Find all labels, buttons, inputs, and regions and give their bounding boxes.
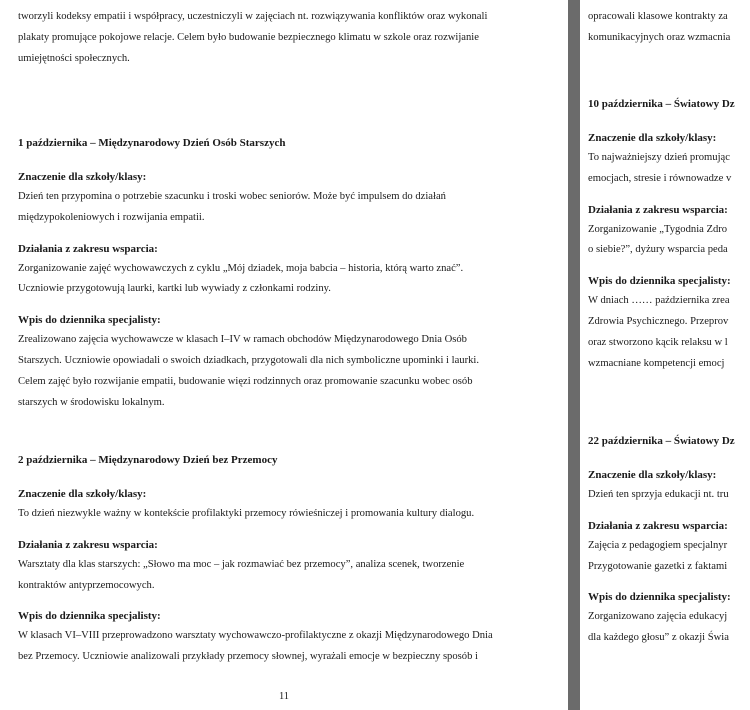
heading-significance: Znaczenie dla szkoły/klasy: <box>18 171 147 183</box>
text-line: opracowali klasowe kontrakty za <box>588 11 728 22</box>
text-line: Zajęcia z pedagogiem specjalnyr <box>588 539 728 551</box>
text-line: starszych w środowisku lokalnym. <box>18 396 165 408</box>
text-line: Uczniowie przygotowują laurki, kartki lub wywiady z członkami rodziny. <box>18 283 331 295</box>
heading-support-actions: Działania z zakresu wsparcia: <box>588 203 728 216</box>
text-line: dla każdego głosu” z okazji Świa <box>588 632 729 644</box>
text-line: umiejętności społecznych. <box>18 52 130 64</box>
heading-significance: Znaczenie dla szkoły/klasy: <box>588 469 717 481</box>
heading-support-actions: Działania z zakresu wsparcia: <box>588 519 728 532</box>
section-older-persons-day <box>18 133 554 413</box>
heading-journal-entry: Wpis do dziennika specjalisty: <box>588 275 731 288</box>
text-line: Przygotowanie gazetki z faktami <box>588 560 728 572</box>
intro-paragraph <box>18 7 554 69</box>
text-line: W dniach …… października zrea <box>588 295 730 307</box>
text-line: kontraktów antyprzemocowych. <box>18 579 155 591</box>
heading-significance: Znaczenie dla szkoły/klasy: <box>588 132 717 144</box>
text-line: komunikacyjnych oraz wzmacnia <box>588 31 731 43</box>
text-line: W klasach VI–VIII przeprowadzono warsztaty wychowawczo-profilaktyczne z okazji Międzynarodowego Dnia <box>18 630 493 642</box>
intro-paragraph <box>588 7 750 49</box>
document-page-right <box>580 0 750 710</box>
text-line: To najważniejszy dzień promując <box>588 152 730 163</box>
text-line: Warsztaty dla klas starszych: „Słowo ma moc – jak rozmawiać bez przemocy”, analiza scenek, tworzenie <box>18 558 465 570</box>
text-line: Zdrowia Psychicznego. Przeprov <box>588 315 729 327</box>
section-title: 22 października – Światowy Dz <box>588 435 735 447</box>
heading-support-actions: Działania z zakresu wsparcia: <box>18 242 158 255</box>
heading-journal-entry: Wpis do dziennika specjalisty: <box>18 610 161 623</box>
heading-journal-entry: Wpis do dziennika specjalisty: <box>18 314 161 327</box>
section-non-violence-day <box>18 450 554 668</box>
section-mental-health-day <box>588 94 750 374</box>
text-line: Celem zajęć było rozwijanie empatii, budowanie więzi rodzinnych oraz promowanie szacunku wobec osób <box>18 375 473 387</box>
text-line: międzypokoleniowych i rozwijania empatii. <box>18 211 205 223</box>
text-line: bez Przemocy. Uczniowie analizowali przykłady przemocy słownej, wyrażali emocje w bezpieczny sposób i <box>18 651 478 663</box>
text-line: Zorganizowanie zajęć wychowawczych z cyklu „Mój dziadek, moja babcia – historia, którą warto znać”. <box>18 262 464 274</box>
text-line: Starszych. Uczniowie opowiadali o swoich dziadkach, przygotowali dla nich symboliczne upominki i laurki. <box>18 354 480 366</box>
text-line: oraz stworzono kącik relaksu w l <box>588 336 728 348</box>
page-number: 11 <box>278 691 290 702</box>
text-line: Dzień ten przypomina o potrzebie szacunku i troski wobec seniorów. Może być impulsem do działań <box>18 191 446 202</box>
section-title: 2 października – Międzynarodowy Dzień bez Przemocy <box>18 454 278 466</box>
text-line: o siebie?”, dyżury wsparcia peda <box>588 244 728 256</box>
heading-journal-entry: Wpis do dziennika specjalisty: <box>588 591 731 604</box>
text-line: tworzyli kodeksy empatii i współpracy, uczestniczyli w zajęciach nt. rozwiązywania konfliktów oraz wykonali <box>18 11 488 22</box>
heading-support-actions: Działania z zakresu wsparcia: <box>18 538 158 551</box>
text-line: Dzień ten sprzyja edukacji nt. tru <box>588 489 729 500</box>
heading-significance: Znaczenie dla szkoły/klasy: <box>18 488 147 500</box>
section-title: 1 października – Międzynarodowy Dzień Osób Starszych <box>18 137 286 149</box>
section-title: 10 października – Światowy Dz <box>588 98 735 110</box>
section-stuttering-day <box>588 431 750 649</box>
text-line: To dzień niezwykle ważny w kontekście profilaktyki przemocy rówieśniczej i promowania kultury dialogu. <box>18 508 475 519</box>
text-line: Zorganizowano zajęcia edukacyj <box>588 611 728 623</box>
text-line: Zorganizowanie „Tygodnia Zdro <box>588 223 728 235</box>
text-line: emocjach, stresie i równowadze v <box>588 172 732 184</box>
text-line: Zrealizowano zajęcia wychowawcze w klasach I–IV w ramach obchodów Międzynarodowego Dnia Osób <box>18 334 467 346</box>
text-line: plakaty promujące pokojowe relacje. Celem było budowanie bezpiecznego klimatu w szkole oraz rozwijanie <box>18 31 479 43</box>
text-line: wzmacniane kompetencji emocj <box>588 357 725 369</box>
